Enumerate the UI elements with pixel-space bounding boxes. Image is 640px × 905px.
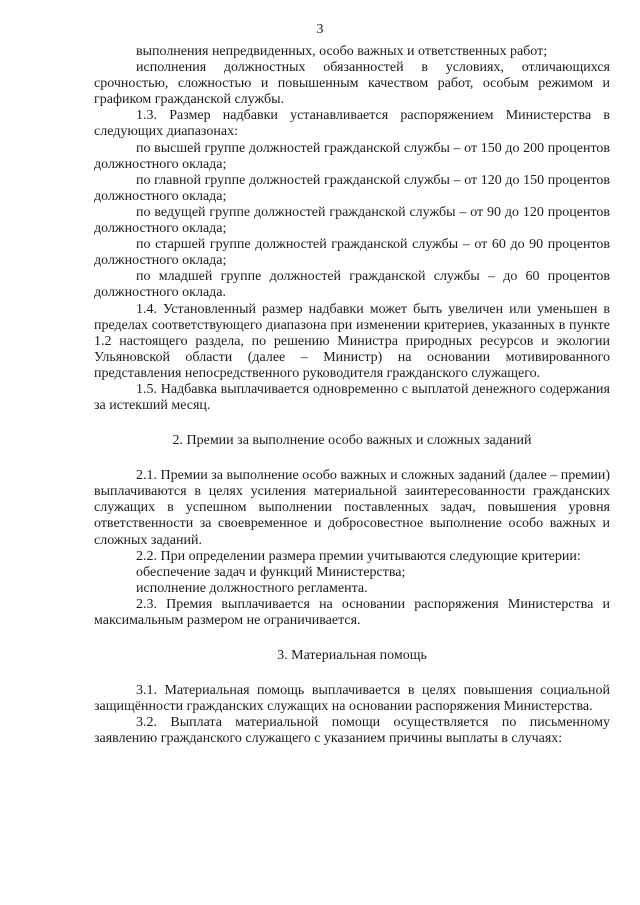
- paragraph: по ведущей группе должностей гражданской службы – от 90 до 120 процентов должностного оклада;: [94, 204, 610, 237]
- paragraph: 3.1. Материальная помощь выплачивается в целях повышения социальной защищённости гражданских служащих на основании распоряжения Министерства.: [94, 683, 610, 715]
- paragraph: по младшей группе должностей гражданской службы – до 60 процентов должностного оклада.: [94, 269, 610, 301]
- paragraph: обеспечение задач и функций Министерства;: [136, 564, 406, 580]
- paragraph: 1.5. Надбавка выплачивается одновременно с выплатой денежного содержания за истекший месяц.: [94, 381, 610, 414]
- paragraph: 1.4. Установленный размер надбавки может быть увеличен или уменьшен в пределах соответствующего диапазона при изменении критериев, указанных в пункте 1.2 настоящего раздела, по решению Министра природных ресурсов и экологии Ульяновской области (далее – Министр) на основании мотивированного представления непосредственного руководителя гражданского служащего.: [94, 301, 610, 381]
- document-body: [94, 44, 610, 747]
- page-number: 3: [316, 22, 324, 37]
- section-heading: 3. Материальная помощь: [277, 648, 427, 664]
- paragraph: 2.2. При определении размера премии учитываются следующие критерии:: [136, 548, 581, 564]
- paragraph: 3.2. Выплата материальной помощи осуществляется по письменному заявлению гражданского служащего с указанием причины выплаты в случаях:: [94, 715, 610, 747]
- paragraph: 2.3. Премия выплачивается на основании распоряжения Министерства и максимальным размером не ограничивается.: [94, 596, 610, 628]
- paragraph: 2.1. Премии за выполнение особо важных и сложных заданий (далее – премии) выплачиваются в целях усиления материальной заинтересованности гражданских служащих в успешном выполнении поставленных задач, повышения уровня ответственности за своевременное и добросовестное выполнение особо важных и сложных заданий.: [94, 468, 610, 548]
- paragraph: по главной группе должностей гражданской службы – от 120 до 150 процентов должностного оклада;: [94, 172, 610, 204]
- paragraph: исполнения должностных обязанностей в условиях, отличающихся срочностью, сложностью и повышенным качеством работ, особым режимом и графиком гражданской службы.: [94, 60, 610, 108]
- paragraph: выполнения непредвиденных, особо важных и ответственных работ;: [136, 44, 548, 59]
- paragraph: исполнение должностного регламента.: [136, 580, 368, 596]
- section-heading: 2. Премии за выполнение особо важных и сложных заданий: [172, 433, 532, 449]
- paragraph: по старшей группе должностей гражданской службы – от 60 до 90 процентов должностного оклада;: [94, 237, 610, 269]
- paragraph: по высшей группе должностей гражданской службы – от 150 до 200 процентов должностного оклада;: [94, 140, 610, 172]
- paragraph: 1.3. Размер надбавки устанавливается распоряжением Министерства в следующих диапазонах:: [94, 108, 610, 140]
